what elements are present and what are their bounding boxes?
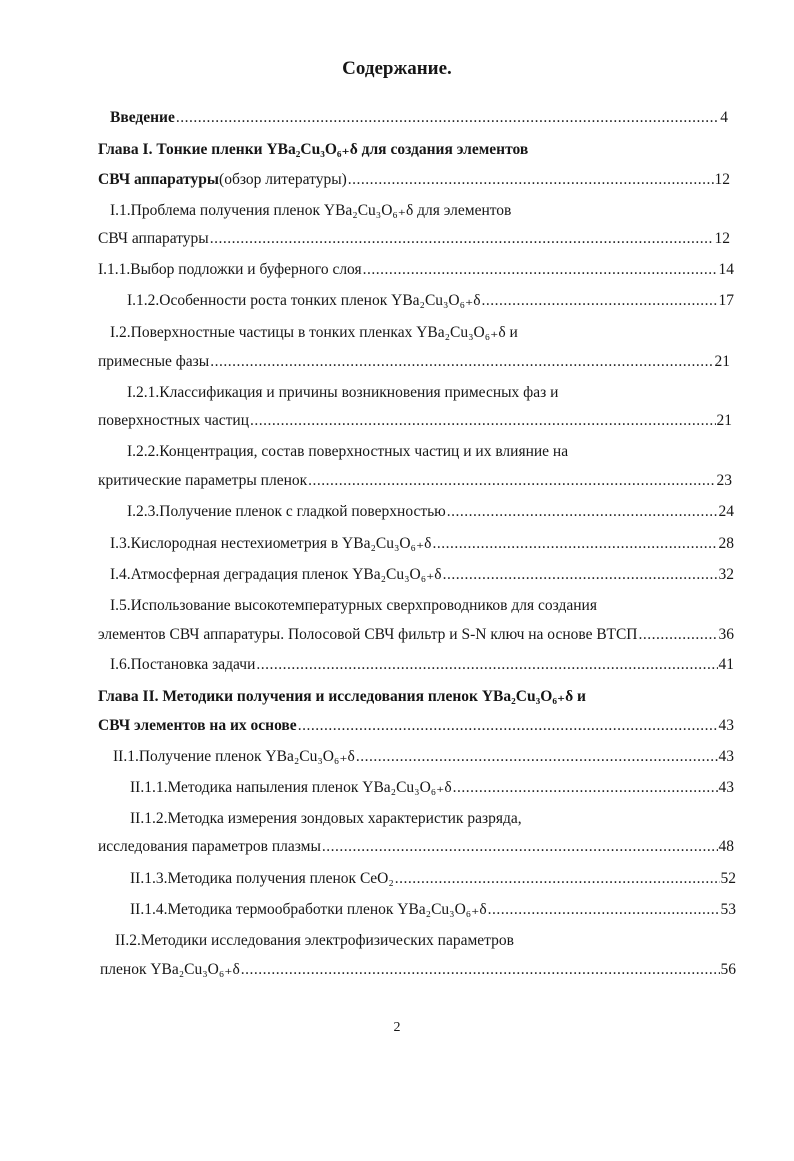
- toc-entry: I.2.2.Концентрация, состав поверхностных частиц и их влияние на: [127, 443, 569, 460]
- toc-entry: [98, 352, 730, 372]
- dot-leader: [348, 170, 714, 190]
- toc-entry-page: 43: [718, 748, 734, 765]
- toc-entry-title: II.1.4.Методика термообработки пленок YBa₂Cu₃O₆₊δ: [130, 901, 487, 918]
- toc-entry: [127, 291, 734, 311]
- toc-entry-title: критические параметры пленок: [98, 472, 308, 489]
- toc-entry: [98, 716, 734, 736]
- toc-entry-title: примесные фазы: [98, 353, 210, 370]
- toc-entry-title: элементов СВЧ аппаратуры. Полосовой СВЧ фильтр и S-N ключ на основе ВТСП: [98, 626, 638, 643]
- toc-entry-title: II.1.Получение пленок YBa₂Cu₃O₆₊δ: [113, 748, 355, 765]
- toc-entry-page: 4: [720, 109, 728, 126]
- dot-leader: [298, 716, 718, 736]
- toc-entry-title: СВЧ аппаратуры: [98, 230, 209, 247]
- toc-entry-page: 41: [718, 656, 734, 673]
- page-number: 2: [393, 1020, 401, 1035]
- toc-entry-page: 14: [718, 261, 734, 278]
- dot-leader: [447, 502, 718, 522]
- toc-entry-page: 21: [716, 412, 732, 429]
- toc-entry: [100, 960, 736, 980]
- dot-leader: [356, 747, 718, 767]
- dot-leader: [488, 900, 720, 920]
- toc-entry-title: I.3.Кислородная нестехиометрия в YBa₂Cu₃O₆₊δ: [110, 535, 432, 552]
- toc-entry-page: 52: [720, 870, 736, 887]
- dot-leader: [176, 108, 719, 128]
- toc-entry: [98, 260, 734, 280]
- toc-entry: [110, 565, 734, 585]
- toc-entry-title: СВЧ аппаратуры: [98, 171, 220, 188]
- toc-entry-title: I.6.Постановка задачи: [110, 656, 256, 673]
- toc-entry-page: 43: [718, 717, 734, 734]
- toc-entry-title: I.1.1.Выбор подложки и буферного слоя: [98, 261, 362, 278]
- toc-entry: [113, 747, 734, 767]
- dot-leader: [638, 625, 717, 645]
- dot-leader: [395, 869, 720, 889]
- toc-entry-page: 24: [718, 503, 734, 520]
- toc-entry: I.5.Использование высокотемпературных сверхпроводников для создания: [110, 597, 597, 614]
- dot-leader: [482, 291, 718, 311]
- page-title: Содержание.: [342, 58, 452, 79]
- dot-leader: [241, 960, 720, 980]
- toc-entry-page: 36: [718, 626, 734, 643]
- toc-entry-title: поверхностных частиц: [98, 412, 249, 429]
- toc-entry: [98, 170, 730, 190]
- toc-entry: I.1.Проблема получения пленок YBa₂Cu₃O₆₊δ для элементов: [110, 202, 512, 219]
- dot-leader: [363, 260, 718, 280]
- dot-leader: [322, 837, 718, 857]
- dot-leader: [432, 534, 717, 554]
- toc-entry-page: 28: [718, 535, 734, 552]
- dot-leader: [256, 655, 717, 675]
- toc-entry-page: 43: [718, 779, 734, 796]
- toc-entry: [98, 625, 734, 645]
- toc-entry-title: II.1.1.Методика напыления пленок YBa₂Cu₃O₆₊δ: [130, 779, 452, 796]
- toc-entry-title: I.1.2.Особенности роста тонких пленок YBa₂Cu₃O₆₊δ: [127, 292, 481, 309]
- dot-leader: [250, 411, 716, 431]
- toc-entry-page: 12: [714, 171, 730, 188]
- toc-entry: II.1.2.Методка измерения зондовых характеристик разряда,: [130, 810, 522, 827]
- toc-entry-page: 12: [714, 230, 730, 247]
- toc-entry: [130, 900, 736, 920]
- toc-entry: [110, 108, 728, 128]
- toc-entry: [130, 869, 736, 889]
- toc-entry-note: (обзор литературы): [219, 171, 347, 188]
- toc-entry: Глава II. Методики получения и исследования пленок YBa₂Cu₃O₆₊δ и: [98, 688, 586, 705]
- dot-leader: [210, 229, 714, 249]
- toc-entry-page: 32: [718, 566, 734, 583]
- toc-entry-title: II.1.3.Методика получения пленок CeO₂: [130, 870, 394, 887]
- toc-entry: [127, 502, 734, 522]
- toc-entry-title: СВЧ элементов на их основе: [98, 717, 297, 734]
- toc-entry: I.2.1.Классификация и причины возникновения примесных фаз и: [127, 384, 559, 401]
- toc-entry: [110, 534, 734, 554]
- toc-entry: I.2.Поверхностные частицы в тонких пленках YBa₂Cu₃O₆₊δ и: [110, 324, 518, 341]
- toc-entry: [110, 655, 734, 675]
- dot-leader: [210, 352, 713, 372]
- dot-leader: [308, 471, 715, 491]
- toc-entry: Глава I. Тонкие пленки YBa₂Cu₃O₆₊δ для создания элементов: [98, 141, 529, 158]
- dot-leader: [453, 778, 718, 798]
- toc-entry-title: I.2.3.Получение пленок с гладкой поверхностью: [127, 503, 446, 520]
- toc-entry-title: пленок YBa₂Cu₃O₆₊δ: [100, 961, 240, 978]
- toc-entry-page: 17: [718, 292, 734, 309]
- toc-entry-page: 56: [720, 961, 736, 978]
- toc-entry: II.2.Методики исследования электрофизических параметров: [115, 932, 514, 949]
- toc-entry-page: 23: [716, 472, 732, 489]
- toc-entry-page: 53: [720, 901, 736, 918]
- toc-entry: [98, 411, 732, 431]
- toc-entry: [130, 778, 734, 798]
- toc-entry-page: 21: [714, 353, 730, 370]
- toc-entry: [98, 471, 732, 491]
- dot-leader: [443, 565, 718, 585]
- toc-entry-title: Введение: [110, 109, 175, 126]
- toc-entry-page: 48: [718, 838, 734, 855]
- toc-entry-title: I.4.Атмосферная деградация пленок YBa₂Cu₃O₆₊δ: [110, 566, 442, 583]
- toc-entry: [98, 837, 734, 857]
- toc-entry-title: исследования параметров плазмы: [98, 838, 321, 855]
- toc-entry: [98, 229, 730, 249]
